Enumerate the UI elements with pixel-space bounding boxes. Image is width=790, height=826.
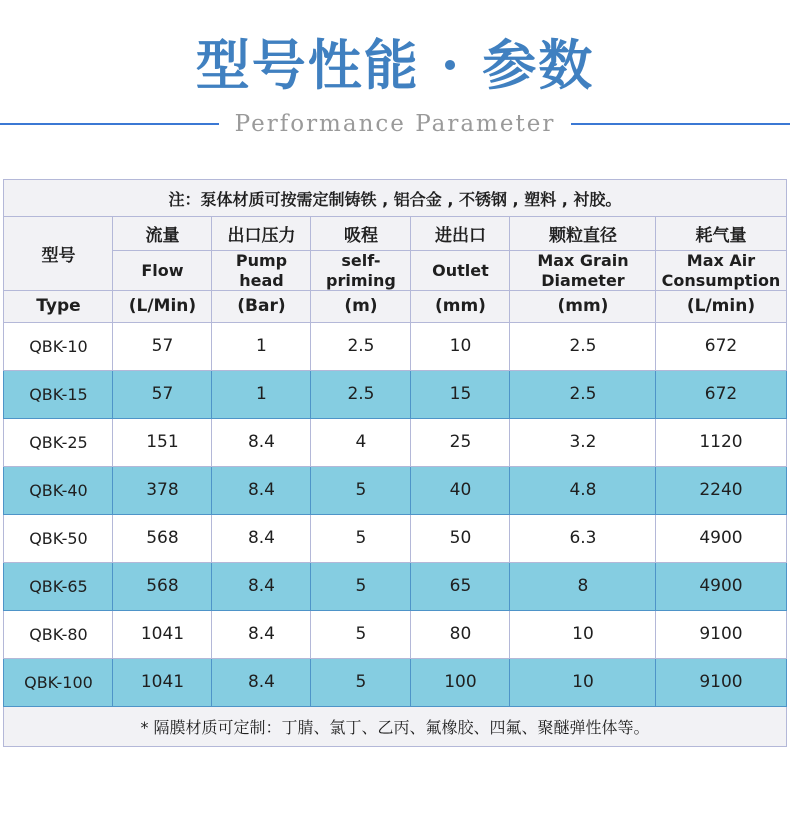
value-cell: 8.4 [212, 514, 311, 562]
value-cell: 378 [113, 466, 212, 514]
value-cell: 5 [311, 658, 411, 706]
value-cell: 672 [656, 322, 786, 370]
col-unit-graindiameter: (mm) [510, 290, 656, 322]
value-cell: 2.5 [510, 370, 656, 418]
col-header-outlet-en: Outlet [411, 251, 510, 290]
value-cell: 2.5 [311, 370, 411, 418]
model-cell: QBK-15 [4, 370, 113, 418]
page [0, 33, 790, 747]
value-cell: 4 [311, 418, 411, 466]
value-cell: 25 [411, 418, 510, 466]
col-header-graindiameter-en: Max Grain Diameter [510, 251, 656, 290]
value-cell: 15 [411, 370, 510, 418]
header-row-zh [4, 217, 786, 251]
col-header-pumphead-en: Pump head [212, 251, 311, 290]
header-row-units [4, 290, 786, 322]
table-row [4, 466, 786, 514]
value-cell: 10 [510, 658, 656, 706]
value-cell: 4900 [656, 562, 786, 610]
value-cell: 40 [411, 466, 510, 514]
subtitle [0, 111, 790, 137]
value-cell: 5 [311, 466, 411, 514]
value-cell: 2.5 [510, 322, 656, 370]
col-header-graindiameter-zh: 颗粒直径 [510, 217, 656, 251]
table-row [4, 610, 786, 658]
table-row [4, 514, 786, 562]
col-header-pumphead-zh: 出口压力 [212, 217, 311, 251]
table-row [4, 418, 786, 466]
model-cell: QBK-65 [4, 562, 113, 610]
model-cell: QBK-25 [4, 418, 113, 466]
value-cell: 4.8 [510, 466, 656, 514]
value-cell: 100 [411, 658, 510, 706]
value-cell: 57 [113, 322, 212, 370]
page-title: 型号性能 · 参数 [195, 33, 595, 97]
spec-table [3, 179, 786, 746]
col-unit-selfpriming: (m) [311, 290, 411, 322]
header-row-en [4, 251, 786, 290]
model-cell: QBK-10 [4, 322, 113, 370]
value-cell: 8.4 [212, 562, 311, 610]
model-cell: QBK-50 [4, 514, 113, 562]
value-cell: 8.4 [212, 466, 311, 514]
model-cell: QBK-80 [4, 610, 113, 658]
top-note-row [4, 180, 786, 217]
value-cell: 1041 [113, 610, 212, 658]
value-cell: 3.2 [510, 418, 656, 466]
value-cell: 5 [311, 514, 411, 562]
col-header-flow-en: Flow [113, 251, 212, 290]
value-cell: 57 [113, 370, 212, 418]
value-cell: 9100 [656, 610, 786, 658]
value-cell: 8 [510, 562, 656, 610]
value-cell: 1041 [113, 658, 212, 706]
bottom-note-row [4, 706, 786, 746]
table-row [4, 370, 786, 418]
col-unit-pumphead: (Bar) [212, 290, 311, 322]
value-cell: 151 [113, 418, 212, 466]
table-row [4, 562, 786, 610]
value-cell: 568 [113, 514, 212, 562]
bottom-note: * 隔膜材质可定制：丁腈、氯丁、乙丙、氟橡胶、四氟、聚醚弹性体等。 [4, 706, 786, 746]
col-unit-outlet: (mm) [411, 290, 510, 322]
value-cell: 10 [510, 610, 656, 658]
top-note: 注：泵体材质可按需定制铸铁 , 铝合金 , 不锈钢 , 塑料 , 衬胶。 [4, 180, 786, 217]
col-header-airconsumption-zh: 耗气量 [656, 217, 786, 251]
subtitle-text: Performance Parameter [234, 111, 556, 138]
col-header-outlet-zh: 进出口 [411, 217, 510, 251]
col-header-selfpriming-en: self-priming [311, 251, 411, 290]
col-unit-airconsumption: (L/min) [656, 290, 786, 322]
value-cell: 5 [311, 562, 411, 610]
value-cell: 9100 [656, 658, 786, 706]
value-cell: 5 [311, 610, 411, 658]
model-cell: QBK-40 [4, 466, 113, 514]
value-cell: 4900 [656, 514, 786, 562]
value-cell: 2240 [656, 466, 786, 514]
subtitle-left-line [0, 123, 219, 125]
value-cell: 672 [656, 370, 786, 418]
value-cell: 6.3 [510, 514, 656, 562]
value-cell: 1 [212, 370, 311, 418]
value-cell: 1 [212, 322, 311, 370]
subtitle-right-line [571, 123, 790, 125]
value-cell: 2.5 [311, 322, 411, 370]
spec-table-body [4, 322, 786, 706]
col-header-airconsumption-en: Max Air Consumption [656, 251, 786, 290]
value-cell: 10 [411, 322, 510, 370]
value-cell: 8.4 [212, 418, 311, 466]
value-cell: 8.4 [212, 610, 311, 658]
value-cell: 65 [411, 562, 510, 610]
col-unit-type: Type [4, 290, 113, 322]
value-cell: 8.4 [212, 658, 311, 706]
col-header-selfpriming-zh: 吸程 [311, 217, 411, 251]
col-header-model-zh: 型号 [4, 217, 113, 290]
value-cell: 1120 [656, 418, 786, 466]
value-cell: 568 [113, 562, 212, 610]
model-cell: QBK-100 [4, 658, 113, 706]
value-cell: 50 [411, 514, 510, 562]
value-cell: 80 [411, 610, 510, 658]
col-header-flow-zh: 流量 [113, 217, 212, 251]
table-row [4, 322, 786, 370]
table-row [4, 658, 786, 706]
col-unit-flow: (L/Min) [113, 290, 212, 322]
